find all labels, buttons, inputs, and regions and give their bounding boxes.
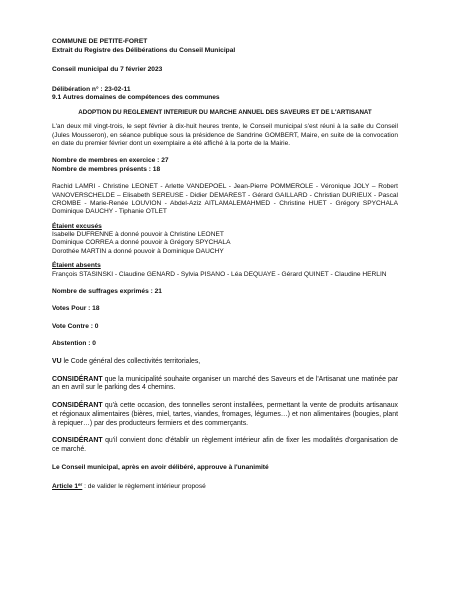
excused-item: Dominique CORREA a donné pouvoir à Grégory SPYCHALA [52, 239, 231, 247]
excused-label: Étaient excusés [52, 222, 102, 230]
consideration-vu: VU le Code général des collectivités territoriales, [52, 357, 201, 365]
absent-list: François STASINSKI - Claudine GENARD - Sylvia PISANO - Léa DEQUAYE - Gérard QUINET - Claudine HERLIN [52, 270, 387, 278]
votes-expressed: Nombre de suffrages exprimés : 21 [52, 288, 162, 296]
deliberation-subject: ADOPTION DU REGLEMENT INTERIEUR DU MARCHE ANNUEL DES SAVEURS ET DE L'ARTISANAT [78, 108, 372, 116]
consideration-3: CONSIDÉRANT qu'il convient donc d'établir un règlement intérieur afin de fixer les modalités d'organisation de ce marché. [52, 437, 398, 454]
intro-paragraph: L'an deux mil vingt-trois, le sept février à dix-huit heures trente, le Conseil municipal s'est réuni à la salle du Conseil (Jules Mousseron), en séance publique sous la présidence de Sandrine GOMBERT, Maire, en suite de la convocation en date du premier février dont un exemplaire a été affiché à la porte de la Mairie. [52, 123, 398, 147]
votes-abstention: Abstention : 0 [52, 340, 96, 348]
votes-for: Votes Pour : 18 [52, 305, 100, 313]
excused-item: Isabelle DUFRENNE à donné pouvoir à Christine LEONET [52, 231, 224, 239]
members-in-office: Nombre de membres en exercice : 27 [52, 157, 169, 165]
deliberation-number: Délibération n° : 23-02-11 [52, 85, 131, 93]
absent-label: Étaient absents [52, 262, 101, 270]
deliberation-document [52, 38, 398, 492]
consideration-2: CONSIDÉRANT qu'à cette occasion, des tonnelles seront installées, permettant la vente de produits artisanaux et régionaux alimentaires (bières, miel, tartes, viandes, fromages, légumes…) et non alimentaires (bougies, plant à repiquer…) par des producteurs fermiers et des commerçants. [52, 402, 398, 427]
meeting-title: Conseil municipal du 7 février 2023 [52, 66, 163, 74]
excused-item: Dorothée MARTIN a donné pouvoir à Dominique DAUCHY [52, 247, 224, 255]
register-extract-title: Extrait du Registre des Délibérations du Conseil Municipal [52, 46, 236, 54]
members-present: Nombre de membres présents : 18 [52, 165, 161, 173]
commune-name: COMMUNE DE PETITE-FORET [52, 38, 148, 45]
article-1: Article 1er : de valider le règlement intérieur proposé [52, 482, 206, 491]
consideration-1: CONSIDÉRANT que la municipalité souhaite organiser un marché des Saveurs et de l'Artisanat une matinée par an en avril sur le parking des 4 chemins. [52, 375, 398, 392]
votes-against: Vote Contre : 0 [52, 322, 99, 330]
council-conclusion: Le Conseil municipal, après en avoir délibéré, approuve à l'unanimité [52, 464, 269, 472]
present-members-list: Rachid LAMRI - Christine LEONET - Arlette VANDEPOEL - Jean-Pierre POMMEROLE - Véronique JOLY – Robert VANOVERSCHELDE – Elisabeth SEREUSE - Didier DEMAREST - Gérard GAILLARD - Christian DURIEUX - Pascal CROMBE - Marie-Renée LOUVION - Abdel-Aziz AITLAMALEMAHMED - Christine HUET - Grégory SPYCHALA Dominique DAUCHY - Tiphanie OTLET [52, 183, 398, 216]
deliberation-category: 9.1 Autres domaines de compétences des communes [52, 94, 220, 102]
